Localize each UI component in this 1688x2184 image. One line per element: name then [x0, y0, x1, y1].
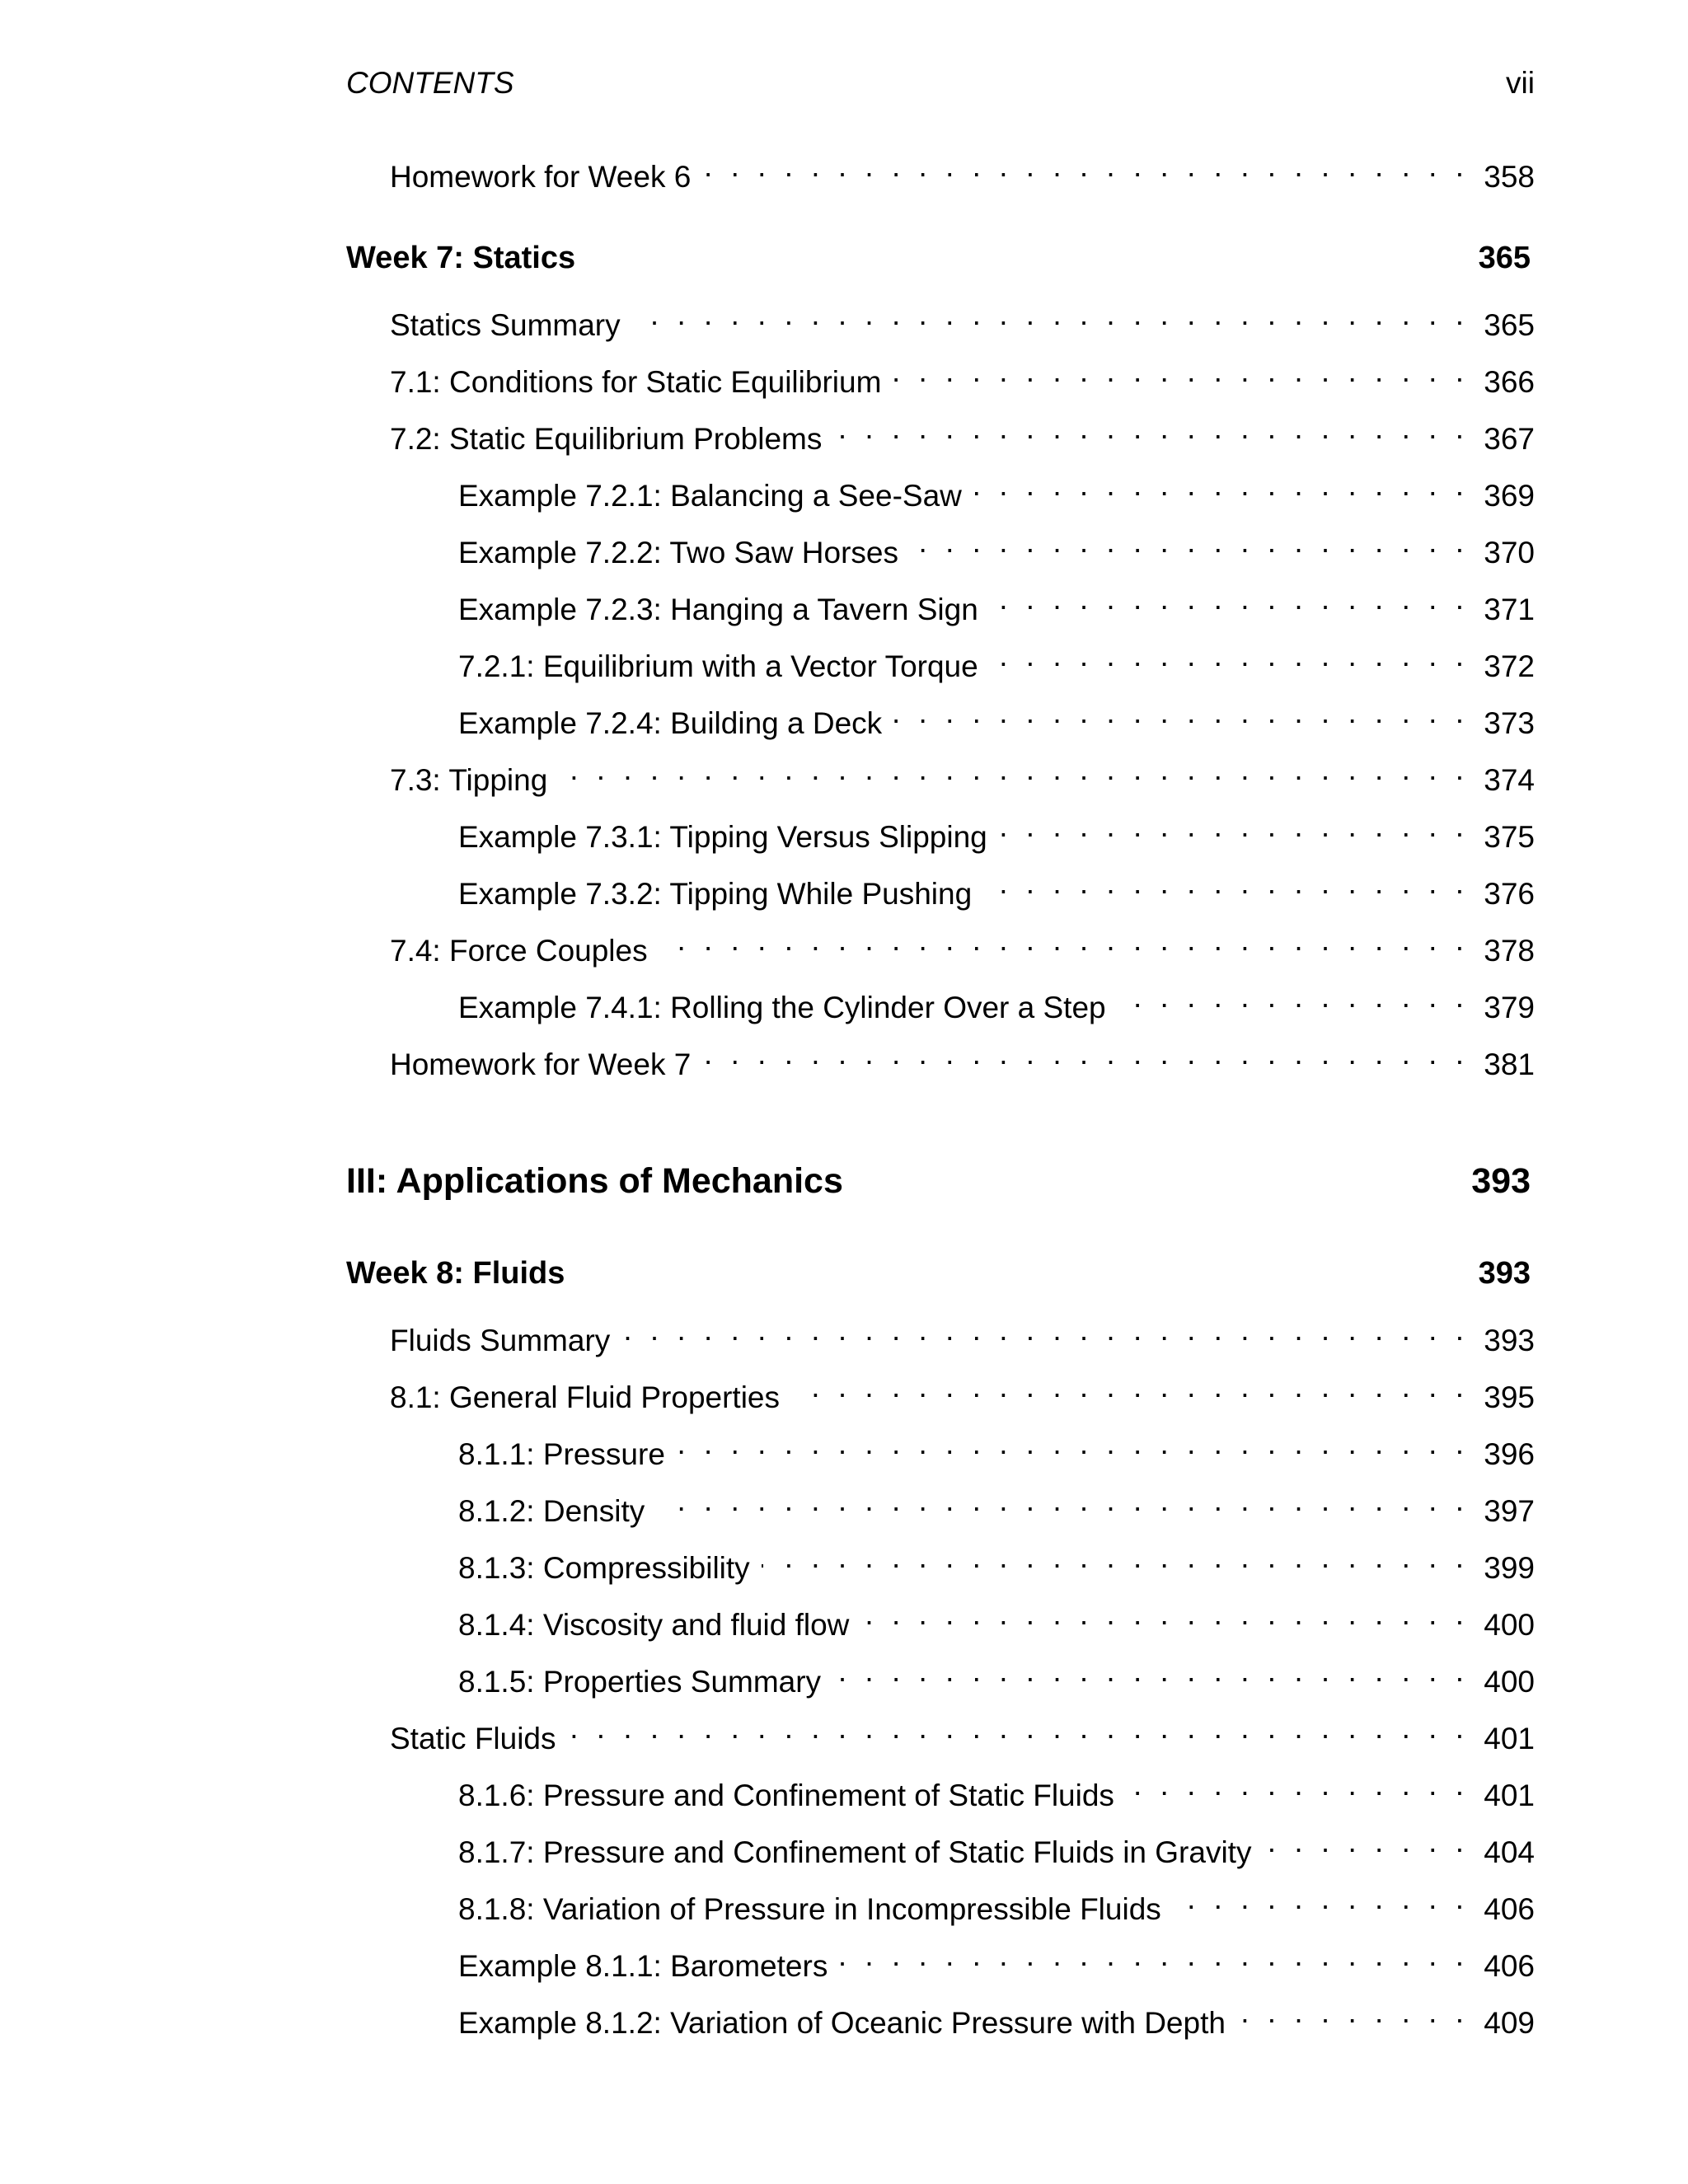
toc-subentry[interactable]	[458, 1651, 1535, 1699]
toc-subentry[interactable]	[458, 806, 1535, 854]
toc-chapter-title: Week 8: Fluids	[346, 1256, 565, 1291]
toc-subentry[interactable]	[458, 1537, 1535, 1585]
toc-entry-page: 375	[1484, 820, 1535, 854]
toc-subentry[interactable]	[458, 1594, 1535, 1642]
toc-entry-page: 395	[1484, 1380, 1535, 1414]
toc-entry-title: Example 8.1.2: Variation of Oceanic Pressure with Depth	[458, 2006, 1226, 2040]
toc-entry-title: 7.3: Tipping	[390, 763, 548, 797]
toc-entry-title: 8.1: General Fluid Properties	[390, 1380, 781, 1414]
toc-subentry[interactable]	[458, 1992, 1535, 2040]
toc-entry-page: 406	[1484, 1892, 1535, 1926]
toc-entry[interactable]	[390, 920, 1535, 968]
dot-leader	[973, 465, 1464, 506]
dot-leader	[677, 1423, 1464, 1465]
toc-entry-title: Example 8.1.1: Barometers	[458, 1949, 828, 1983]
toc-entry-page: 397	[1484, 1494, 1535, 1528]
toc-subentry[interactable]	[458, 1935, 1535, 1983]
dot-leader	[910, 522, 1464, 563]
toc-entry-title: Example 7.4.1: Rolling the Cylinder Over a Step	[458, 991, 1106, 1024]
dot-leader	[659, 920, 1464, 961]
toc-entry[interactable]	[390, 1310, 1535, 1357]
dot-leader	[762, 1537, 1464, 1578]
toc-chapter-page: 365	[1478, 241, 1531, 275]
toc-entry[interactable]	[390, 749, 1535, 797]
toc-entry-title: Example 7.2.4: Building a Deck	[458, 706, 883, 740]
toc-entry-page: 400	[1484, 1665, 1535, 1699]
toc-entry-title: 8.1.3: Compressibility	[458, 1551, 750, 1585]
toc-entry[interactable]	[390, 1033, 1535, 1081]
toc-entry[interactable]	[390, 408, 1535, 456]
toc-entry-title: 7.1: Conditions for Static Equilibrium	[390, 365, 882, 399]
toc-entry-page: 365	[1484, 308, 1535, 342]
dot-leader	[568, 1708, 1464, 1749]
toc-entry-page: 367	[1484, 422, 1535, 456]
toc-entry-page: 381	[1484, 1047, 1535, 1081]
toc-entry-title: Statics Summary	[390, 308, 621, 342]
toc-entry[interactable]	[390, 146, 1535, 194]
toc-entry-title: 8.1.7: Pressure and Confinement of Static Fluids in Gravity	[458, 1835, 1252, 1869]
dot-leader	[702, 1033, 1464, 1075]
toc-entry-page: 401	[1484, 1722, 1535, 1755]
dot-leader	[893, 692, 1464, 733]
dot-leader	[621, 1310, 1464, 1351]
dot-leader	[833, 408, 1464, 449]
toc-part-title: III: Applications of Mechanics	[346, 1161, 843, 1201]
dot-leader	[983, 863, 1464, 904]
toc-subentry[interactable]	[458, 977, 1535, 1024]
toc-subentry[interactable]	[458, 522, 1535, 569]
toc-entry-page: 376	[1484, 877, 1535, 911]
dot-leader	[839, 1935, 1464, 1976]
toc-entry-title: 8.1.2: Density	[458, 1494, 645, 1528]
toc-entry-page: 379	[1484, 991, 1535, 1024]
toc-entry-title: 8.1.1: Pressure	[458, 1437, 665, 1471]
toc-entry-page: 358	[1484, 160, 1535, 194]
toc-entry-title: Example 7.2.1: Balancing a See-Saw	[458, 479, 962, 513]
dot-leader	[1237, 1992, 1464, 2033]
toc-subentry[interactable]	[458, 1765, 1535, 1812]
page-number: vii	[1506, 66, 1535, 100]
toc-entry[interactable]	[390, 1708, 1535, 1755]
toc-entry-title: Homework for Week 7	[390, 1047, 692, 1081]
toc-entry-title: 7.2: Static Equilibrium Problems	[390, 422, 823, 456]
toc-entry[interactable]	[390, 294, 1535, 342]
toc-entry-title: 8.1.5: Properties Summary	[458, 1665, 822, 1699]
toc-entry-title: Homework for Week 6	[390, 160, 692, 194]
dot-leader	[990, 635, 1464, 677]
dot-leader	[893, 351, 1464, 392]
toc-entry-title: Example 7.2.3: Hanging a Tavern Sign	[458, 593, 978, 626]
toc-entry-page: 393	[1484, 1324, 1535, 1357]
toc-entry-page: 378	[1484, 934, 1535, 968]
dot-leader	[999, 806, 1464, 847]
dot-leader	[559, 749, 1464, 790]
toc-part-page: 393	[1471, 1161, 1531, 1201]
toc-entry-title: Example 7.2.2: Two Saw Horses	[458, 536, 899, 569]
toc-entry[interactable]	[390, 351, 1535, 399]
toc-entry-page: 374	[1484, 763, 1535, 797]
toc-entry-page: 371	[1484, 593, 1535, 626]
toc-entry-page: 372	[1484, 649, 1535, 683]
dot-leader	[1126, 1765, 1464, 1806]
dot-leader	[1263, 1821, 1464, 1863]
toc-chapter-page: 393	[1478, 1256, 1531, 1291]
toc-subentry[interactable]	[458, 692, 1535, 740]
toc-entry-title: 7.4: Force Couples	[390, 934, 648, 968]
dot-leader	[656, 1480, 1464, 1521]
dot-leader	[1173, 1878, 1464, 1919]
toc-chapter-title: Week 7: Statics	[346, 241, 576, 275]
dot-leader	[1118, 977, 1464, 1018]
toc-entry-page: 409	[1484, 2006, 1535, 2040]
toc-entry-title: Static Fluids	[390, 1722, 556, 1755]
toc-entry-page: 396	[1484, 1437, 1535, 1471]
dot-leader	[990, 579, 1464, 620]
toc-subentry[interactable]	[458, 579, 1535, 626]
toc-entry-page: 366	[1484, 365, 1535, 399]
toc-subentry[interactable]	[458, 1423, 1535, 1471]
toc-entry-title: 8.1.4: Viscosity and fluid flow	[458, 1608, 850, 1642]
toc-subentry[interactable]	[458, 465, 1535, 513]
toc-part-heading[interactable]	[346, 1156, 1531, 1206]
toc-entry-page: 373	[1484, 706, 1535, 740]
dot-leader	[632, 294, 1464, 335]
toc-entry-page: 404	[1484, 1835, 1535, 1869]
toc-subentry[interactable]	[458, 863, 1535, 911]
dot-leader	[791, 1366, 1464, 1408]
toc-entry-title: Example 7.3.2: Tipping While Pushing	[458, 877, 973, 911]
toc-entry[interactable]	[390, 1366, 1535, 1414]
toc-entry-title: 8.1.8: Variation of Pressure in Incompressible Fluids	[458, 1892, 1161, 1926]
toc-entry-title: 8.1.6: Pressure and Confinement of Static Fluids	[458, 1779, 1114, 1812]
toc-entry-page: 401	[1484, 1779, 1535, 1812]
dot-leader	[860, 1594, 1464, 1635]
toc-entry-page: 370	[1484, 536, 1535, 569]
toc-entry-title: Fluids Summary	[390, 1324, 611, 1357]
dot-leader	[832, 1651, 1464, 1692]
toc-subentry[interactable]	[458, 1878, 1535, 1926]
toc-chapter-heading[interactable]	[346, 237, 1531, 279]
toc-entry-page: 369	[1484, 479, 1535, 513]
toc-entry-page: 406	[1484, 1949, 1535, 1983]
toc-subentry[interactable]	[458, 635, 1535, 683]
dot-leader	[702, 146, 1464, 187]
toc-entry-page: 400	[1484, 1608, 1535, 1642]
toc-chapter-heading[interactable]	[346, 1253, 1531, 1294]
toc-entry-page: 399	[1484, 1551, 1535, 1585]
toc-entry-title: 7.2.1: Equilibrium with a Vector Torque	[458, 649, 978, 683]
toc-subentry[interactable]	[458, 1821, 1535, 1869]
toc-subentry[interactable]	[458, 1480, 1535, 1528]
running-header-title: CONTENTS	[346, 66, 514, 100]
toc-entry-title: Example 7.3.1: Tipping Versus Slipping	[458, 820, 987, 854]
